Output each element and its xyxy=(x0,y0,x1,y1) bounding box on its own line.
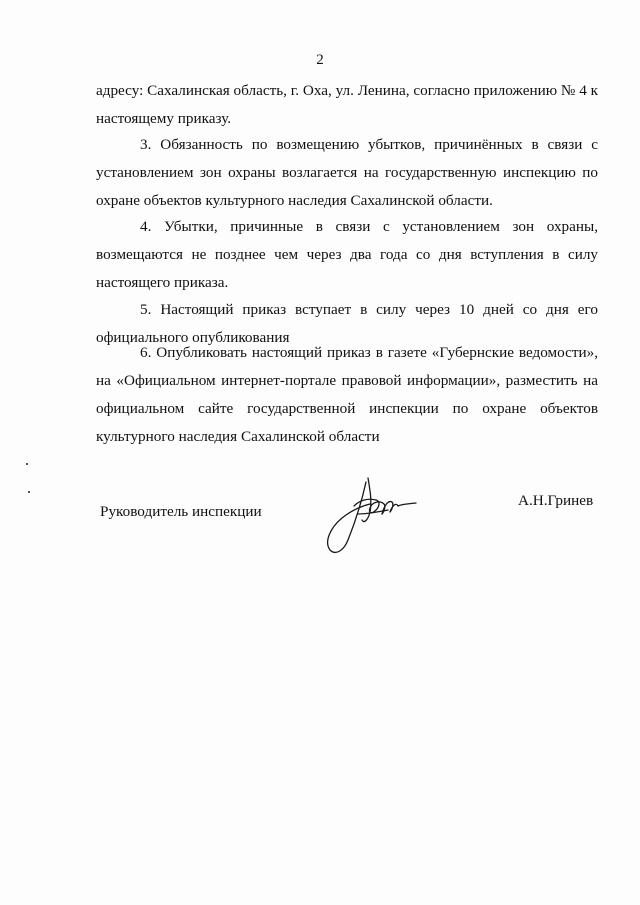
page-number: 2 xyxy=(316,52,324,68)
scan-speck xyxy=(26,463,28,465)
signer-title: Руководитель инспекции xyxy=(100,503,262,520)
handwritten-signature xyxy=(318,470,428,560)
signer-name: А.Н.Гринев xyxy=(518,492,594,509)
paragraph-item-3: 3. Обязанность по возмещению убытков, причинённых в связи с установлением зон охраны возлагается на государственную инспекцию по охране объектов культурного наследия Сахалинской области. xyxy=(96,136,598,209)
paragraph-item-4: 4. Убытки, причинные в связи с установлением зон охраны, возмещаются не позднее чем через два года со дня вступления в силу настоящего приказа. xyxy=(96,218,598,291)
paragraph-address-continuation: адресу: Сахалинская область, г. Оха, ул. Ленина, согласно приложению № 4 к настоящему приказу. xyxy=(96,82,598,127)
scan-speck xyxy=(28,491,30,493)
paragraph-item-6: 6. Опубликовать настоящий приказ в газете «Губернские ведомости», на «Официальном интернет-портале правовой информации», разместить на официальном сайте государственной инспекции по охране объектов культурного наследия Сахалинской области xyxy=(96,344,598,445)
paragraph-item-5: 5. Настоящий приказ вступает в силу через 10 дней со дня его официального опубликования xyxy=(96,301,598,346)
